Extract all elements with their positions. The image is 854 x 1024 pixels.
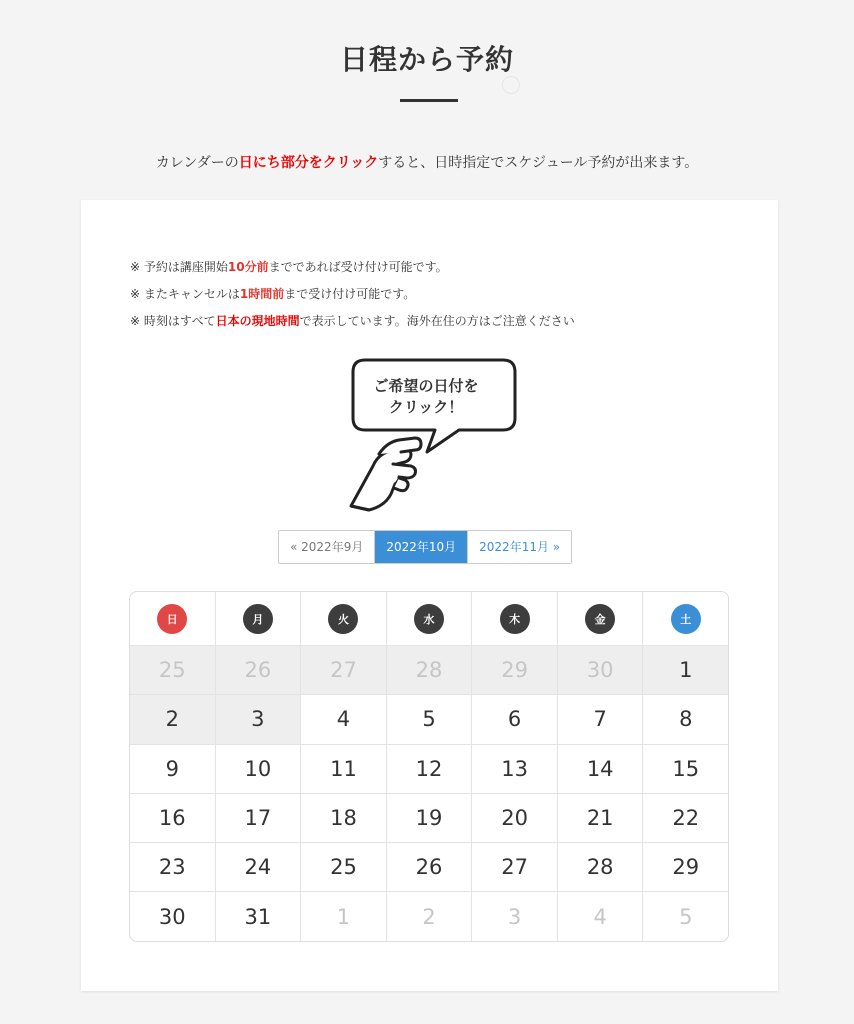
note-text: で表示しています。海外在住の方はご注意ください: [299, 314, 575, 328]
calendar-week-row: [130, 744, 728, 793]
calendar-body: [130, 645, 728, 941]
calendar-day-number: 4: [593, 904, 607, 929]
calendar-day-number: 17: [244, 806, 272, 831]
calendar-day-cell[interactable]: [215, 892, 301, 940]
intro-after: すると、日時指定でスケジュール予約が出来ます。: [378, 155, 699, 171]
weekday-header-fri: [557, 592, 643, 645]
calendar-day-number: 2: [422, 904, 436, 929]
weekday-header-wed: [386, 592, 472, 645]
calendar-day-number: 14: [586, 756, 614, 781]
calendar-day-cell[interactable]: [557, 843, 643, 891]
calendar-day-cell[interactable]: [386, 695, 472, 743]
calendar-day-number: 29: [501, 658, 528, 683]
calendar-day-cell: [215, 646, 301, 694]
weekday-badge: 水: [414, 604, 444, 634]
calendar-day-number: 9: [165, 756, 179, 781]
calendar-day-number: 18: [330, 806, 357, 831]
calendar-week-row: [130, 645, 728, 694]
calendar-day-number: 11: [330, 756, 357, 781]
weekday-header-sat: [642, 592, 728, 645]
weekday-header-thu: [471, 592, 557, 645]
calendar-day-cell[interactable]: [130, 843, 215, 891]
calendar-day-cell[interactable]: [471, 794, 557, 842]
month-navigation: [278, 530, 572, 564]
calendar-day-cell[interactable]: [215, 745, 301, 793]
weekday-header-mon: [215, 592, 301, 645]
calendar-day-cell[interactable]: [130, 745, 215, 793]
calendar-day-number: 24: [244, 855, 272, 880]
calendar-day-number: 31: [244, 904, 272, 929]
calendar-day-cell[interactable]: [300, 745, 386, 793]
calendar-day-number: 5: [422, 707, 436, 732]
note-highlight: 日本の現地時間: [215, 314, 300, 328]
calendar-day-number: 12: [415, 756, 443, 781]
calendar-day-cell[interactable]: [130, 892, 215, 940]
calendar-day-cell[interactable]: [642, 843, 728, 891]
bubble-line-1: ご希望の日付を: [373, 377, 479, 395]
calendar-day-cell[interactable]: [471, 745, 557, 793]
calendar-day-cell[interactable]: [300, 695, 386, 743]
calendar-week-row: [130, 793, 728, 842]
note-highlight: 10分前: [227, 260, 269, 274]
calendar-day-cell: [386, 646, 472, 694]
calendar-day-number: 3: [507, 904, 522, 929]
calendar-day-number: 5: [679, 904, 693, 929]
weekday-badge: 火: [328, 604, 358, 634]
note-text: ※ 時刻はすべて: [130, 314, 216, 328]
note-highlight: 1時間前: [239, 287, 285, 301]
calendar-day-number: 2: [165, 707, 179, 732]
calendar-day-number: 23: [158, 855, 186, 880]
calendar-day-number: 13: [501, 756, 528, 781]
calendar-day-number: 19: [415, 806, 443, 831]
calendar-day-number: 29: [672, 855, 700, 880]
calendar-day-number: 28: [415, 658, 443, 683]
calendar-day-cell[interactable]: [300, 843, 386, 891]
calendar-day-cell[interactable]: [215, 794, 301, 842]
decorative-circle: [502, 76, 520, 94]
weekday-badge: 金: [585, 604, 615, 634]
calendar-week-row: [130, 842, 728, 891]
calendar-day-number: 1: [679, 658, 693, 683]
intro-highlight: 日にち部分をクリック: [238, 155, 379, 171]
calendar-grid: [129, 591, 729, 942]
calendar-day-number: 26: [244, 658, 272, 683]
calendar-day-number: 28: [586, 855, 614, 880]
prev-month-link[interactable]: « 2022年9月: [279, 531, 375, 563]
calendar-day-number: 27: [330, 658, 357, 683]
calendar-day-cell: [471, 892, 557, 940]
weekday-badge: 土: [671, 604, 701, 634]
calendar-day-number: 4: [336, 707, 351, 732]
weekday-badge: 月: [243, 604, 273, 634]
notes-list: [130, 254, 750, 335]
calendar-day-cell[interactable]: [300, 794, 386, 842]
calendar-week-row: [130, 694, 728, 743]
calendar-day-number: 27: [501, 855, 528, 880]
intro-text: [0, 152, 854, 172]
title-underline: [400, 99, 458, 102]
calendar-day-number: 21: [586, 806, 614, 831]
calendar-day-number: 30: [158, 904, 186, 929]
note-text: までであれば受け付け可能です。: [268, 260, 448, 274]
calendar-day-number: 22: [672, 806, 700, 831]
calendar-day-cell: [300, 892, 386, 940]
calendar-day-number: 26: [415, 855, 443, 880]
calendar-day-cell[interactable]: [386, 794, 472, 842]
note-item: [130, 308, 750, 335]
calendar-day-cell[interactable]: [386, 843, 472, 891]
calendar-day-cell: [642, 646, 728, 694]
calendar-day-cell: [642, 892, 728, 940]
calendar-day-cell: [130, 695, 215, 743]
calendar-day-number: 30: [586, 658, 614, 683]
weekday-badge: 木: [500, 604, 530, 634]
current-month-label: 2022年10月: [375, 531, 467, 563]
note-text: ※ またキャンセルは: [130, 287, 240, 301]
calendar-day-cell[interactable]: [557, 695, 643, 743]
calendar-day-number: 25: [158, 658, 186, 683]
weekday-header-sun: [130, 592, 215, 645]
calendar-day-cell[interactable]: [471, 695, 557, 743]
note-text: まで受け付け可能です。: [284, 287, 416, 301]
calendar-day-number: 15: [672, 756, 700, 781]
calendar-day-cell: [130, 646, 215, 694]
calendar-day-cell[interactable]: [386, 745, 472, 793]
calendar-day-cell[interactable]: [215, 843, 301, 891]
calendar-day-cell: [471, 646, 557, 694]
calendar-day-number: 7: [593, 707, 607, 732]
calendar-day-number: 8: [679, 707, 693, 732]
intro-before: カレンダーの: [155, 155, 239, 171]
calendar-day-cell: [557, 892, 643, 940]
calendar-day-cell[interactable]: [130, 794, 215, 842]
calendar-day-cell[interactable]: [557, 745, 643, 793]
note-item: [130, 254, 750, 281]
calendar-day-number: 25: [330, 855, 357, 880]
weekday-header-tue: [300, 592, 386, 645]
calendar-day-number: 3: [251, 707, 265, 732]
calendar-day-cell: [557, 646, 643, 694]
calendar-day-number: 20: [501, 806, 528, 831]
calendar-day-cell[interactable]: [557, 794, 643, 842]
note-item: [130, 281, 750, 308]
calendar-day-cell[interactable]: [642, 695, 728, 743]
calendar-day-cell: [300, 646, 386, 694]
bubble-line-2: クリック！: [388, 398, 464, 416]
calendar-day-cell: [386, 892, 472, 940]
weekday-header-row: [130, 592, 728, 645]
calendar-day-cell[interactable]: [471, 843, 557, 891]
calendar-day-cell[interactable]: [642, 794, 728, 842]
calendar-day-cell[interactable]: [642, 745, 728, 793]
note-text: ※ 予約は講座開始: [130, 260, 228, 274]
calendar-day-number: 6: [507, 707, 522, 732]
weekday-badge: 日: [157, 604, 187, 634]
calendar-day-cell: [215, 695, 301, 743]
calendar-day-number: 10: [244, 756, 272, 781]
speech-bubble-text: [353, 376, 499, 418]
booking-card: [81, 200, 778, 991]
calendar-day-number: 1: [336, 904, 351, 929]
calendar-week-row: [130, 891, 728, 940]
next-month-link[interactable]: 2022年11月 »: [467, 531, 571, 563]
calendar-day-number: 16: [158, 806, 186, 831]
page-title: 日程から予約: [339, 43, 514, 76]
